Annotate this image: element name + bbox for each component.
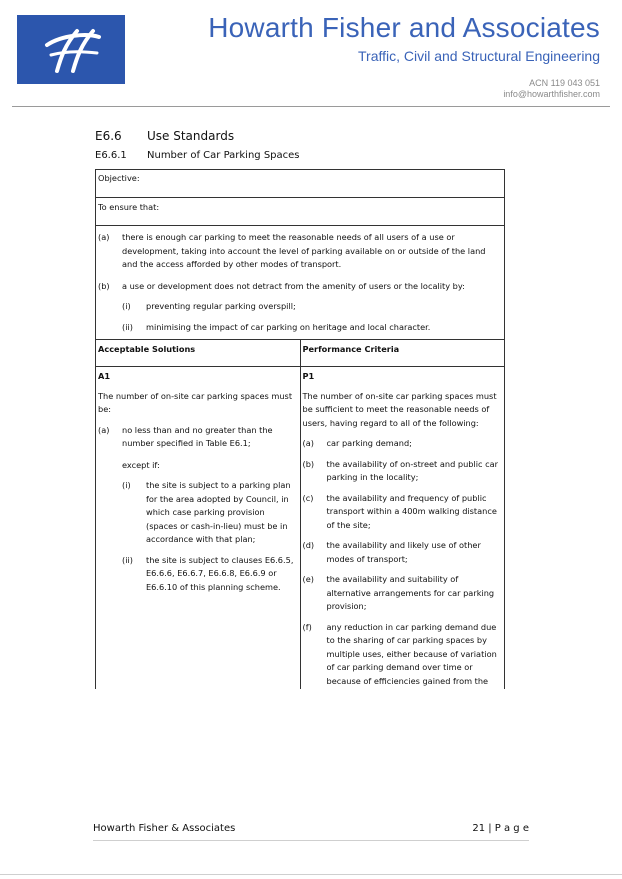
footer-company: Howarth Fisher & Associates xyxy=(93,823,236,834)
company-tagline: Traffic, Civil and Structural Engineering xyxy=(358,48,600,64)
performance-item: (b) the availability of on-street and public car parking in the locality; xyxy=(302,458,498,482)
objective-item: (b) a use or development does not detract from the amenity of users or the locality by: xyxy=(98,280,465,291)
objective-item: (a) there is enough car parking to meet the reasonable needs of all users of a use or development, taking into account the level of parking available on or outside of the land and the access afforded by other modes of transport. xyxy=(98,232,486,269)
acceptable-code: A1 xyxy=(98,371,111,381)
company-logo xyxy=(17,15,125,84)
section-title: Use Standards xyxy=(147,129,235,143)
acceptable-subitem: (i) the site is subject to a parking plan for the area adopted by Council, in which case parking provision (spaces or cash-in-lieu) must be in accordance with that plan; xyxy=(122,480,291,544)
objective-items xyxy=(96,226,505,340)
performance-criteria-cell xyxy=(300,367,505,690)
objective-label: Objective: xyxy=(96,170,505,198)
performance-item: (d) the availability and likely use of other modes of transport; xyxy=(302,540,481,564)
page-bottom-rule xyxy=(0,874,622,875)
acn-number: ACN 119 043 051 xyxy=(529,78,600,88)
subsection-number: E6.6.1 xyxy=(95,150,127,161)
acceptable-solutions-header: Acceptable Solutions xyxy=(96,340,301,367)
company-name: Howarth Fisher and Associates xyxy=(208,12,600,43)
header-divider xyxy=(12,106,610,107)
company-header xyxy=(208,12,600,65)
performance-item: (c) the availability and frequency of public transport within a 400m walking distance of the site; xyxy=(302,492,497,530)
section-number: E6.6 xyxy=(95,129,122,143)
section-heading xyxy=(95,129,234,143)
performance-item: (a) car parking demand; xyxy=(302,438,412,448)
objective-subitem: (i) preventing regular parking overspill; xyxy=(122,301,296,311)
acceptable-solutions-cell xyxy=(96,367,301,690)
acceptable-except: except if: xyxy=(122,459,160,470)
acceptable-subitem: (ii) the site is subject to clauses E6.6.5, E6.6.6, E6.6.7, E6.6.8, E6.6.9 or E6.6.10 of this planning scheme. xyxy=(122,554,294,592)
hf-monogram-icon xyxy=(17,15,125,84)
standards-table xyxy=(95,169,505,689)
contact-email: info@howarthfisher.com xyxy=(503,89,600,99)
performance-intro: The number of on-site car parking spaces must be sufficient to meet the reasonable needs of users, having regard to all of the following: xyxy=(302,390,497,428)
objective-subitem: (ii) minimising the impact of car parking on heritage and local character. xyxy=(122,321,431,332)
page-number: 21 | P a g e xyxy=(472,823,529,834)
ensure-label: To ensure that: xyxy=(96,198,505,226)
performance-criteria-header: Performance Criteria xyxy=(300,340,505,367)
performance-item: (e) the availability and suitability of alternative arrangements for car parking provision; xyxy=(302,574,495,611)
performance-code: P1 xyxy=(302,371,315,381)
subsection-heading xyxy=(95,150,300,161)
subsection-title: Number of Car Parking Spaces xyxy=(147,150,300,161)
contact-block xyxy=(503,78,600,100)
performance-item: (f) any reduction in car parking demand due to the sharing of car parking spaces by multiple uses, either because of variation of car parking demand over time or because of efficiencies gained from the xyxy=(302,621,497,686)
acceptable-intro: The number of on-site car parking spaces must be: xyxy=(98,390,293,414)
acceptable-item: (a) no less than and no greater than the number specified in Table E6.1; xyxy=(98,424,273,448)
footer-divider xyxy=(93,840,529,841)
